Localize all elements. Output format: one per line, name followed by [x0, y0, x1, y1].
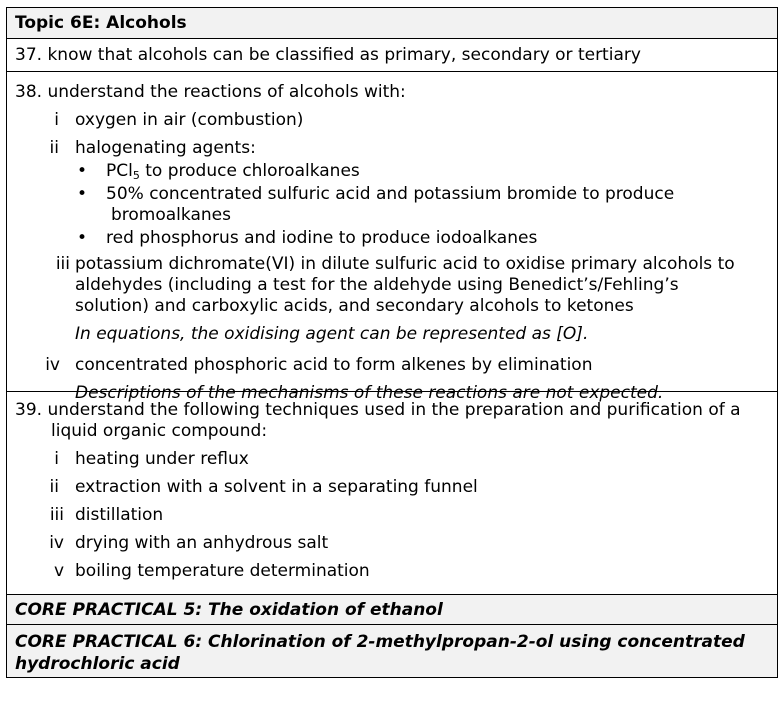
- bullet-icon: •: [77, 161, 88, 181]
- objective-38-number: 38.: [15, 82, 43, 102]
- specification-table: [6, 7, 778, 678]
- item-text: distillation: [75, 505, 164, 525]
- bullet-text: PCl$_5$ to produce chloroalkanes: [106, 161, 360, 182]
- objective-38-intro: understand the reactions of alcohols with:: [47, 82, 406, 102]
- objective-39-number: 39.: [15, 400, 43, 420]
- item-text: potassium dichromate(VI) in dilute sulfuric acid to oxidise primary alcohols to: [75, 254, 735, 274]
- roman-numeral: iv: [49, 533, 64, 553]
- objective-39-intro-line: [15, 400, 741, 420]
- bullet-text: 50% concentrated sulfuric acid and potassium bromide to produce: [106, 184, 675, 204]
- roman-numeral: v: [53, 561, 64, 581]
- topic-title-row: [7, 8, 777, 39]
- bullet-icon: •: [77, 228, 88, 248]
- item-text: drying with an anhydrous salt: [75, 533, 329, 553]
- objective-38-intro-line: [15, 82, 406, 102]
- item-text: aldehydes (including a test for the aldehyde using Benedict’s/Fehling’s: [75, 275, 679, 295]
- roman-numeral: i: [54, 449, 59, 469]
- objective-37-number: 37.: [15, 45, 43, 65]
- item-text: heating under reflux: [75, 449, 249, 469]
- core-practical-5-text: CORE PRACTICAL 5: The oxidation of ethanol: [15, 600, 443, 620]
- roman-numeral: ii: [49, 477, 59, 497]
- item-text: boiling temperature determination: [75, 561, 370, 581]
- roman-numeral: iii: [55, 254, 70, 274]
- objective-39-intro: understand the following techniques used in the preparation and purification of a: [47, 400, 741, 420]
- objective-39-row: [7, 392, 777, 595]
- item-text: solution) and carboxylic acids, and secondary alcohols to ketones: [75, 296, 634, 316]
- roman-numeral: iv: [45, 355, 60, 375]
- topic-title: Topic 6E: Alcohols: [15, 13, 187, 33]
- note-text: Descriptions of the mechanisms of these reactions are not expected.: [75, 383, 664, 403]
- roman-numeral: i: [54, 110, 59, 130]
- objective-37-text: know that alcohols can be classified as primary, secondary or tertiary: [47, 45, 641, 65]
- core-practical-6-line1: CORE PRACTICAL 6: Chlorination of 2-methylpropan-2-ol using concentrated: [15, 632, 745, 652]
- item-text: halogenating agents:: [75, 138, 256, 158]
- core-practical-5-row: [7, 595, 777, 625]
- item-text: concentrated phosphoric acid to form alkenes by elimination: [75, 355, 593, 375]
- objective-37-row: [7, 39, 777, 72]
- bullet-text: red phosphorus and iodine to produce iodoalkanes: [106, 228, 538, 248]
- item-text: extraction with a solvent in a separating funnel: [75, 477, 478, 497]
- item-text: oxygen in air (combustion): [75, 110, 304, 130]
- objective-39-intro-continued: liquid organic compound:: [51, 421, 268, 441]
- roman-numeral: iii: [49, 505, 64, 525]
- bullet-icon: •: [77, 184, 88, 204]
- roman-numeral: ii: [49, 138, 59, 158]
- note-text: In equations, the oxidising agent can be represented as [O].: [75, 324, 589, 344]
- bullet-text: bromoalkanes: [111, 205, 231, 225]
- objective-38-row: [7, 72, 777, 403]
- core-practical-6-row: [7, 625, 777, 678]
- core-practical-6-line2: hydrochloric acid: [15, 654, 180, 674]
